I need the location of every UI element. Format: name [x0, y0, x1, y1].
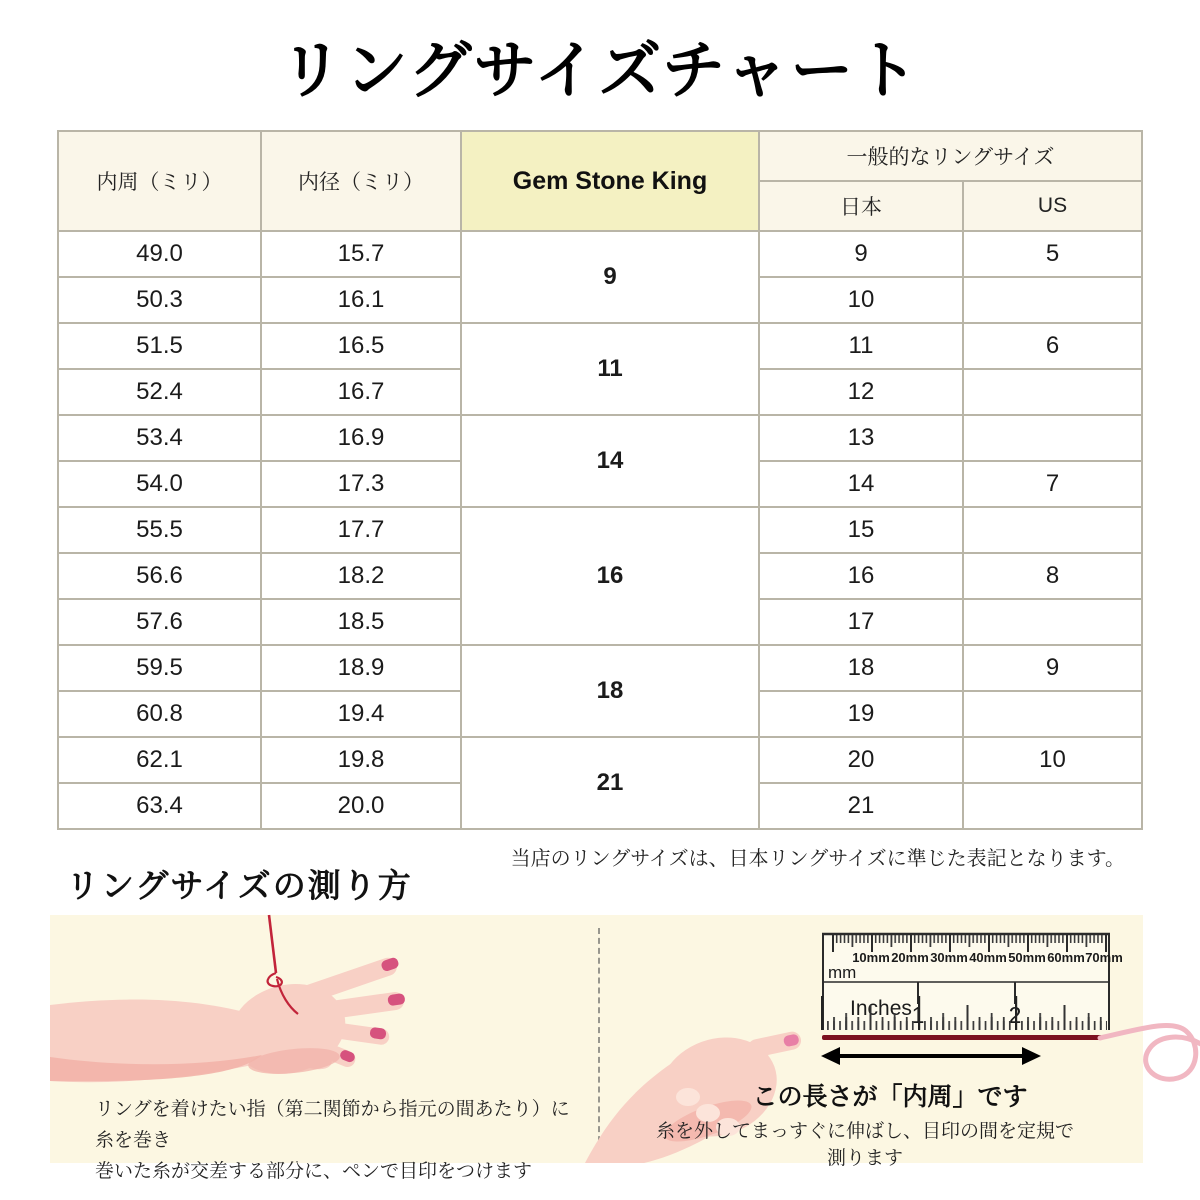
cell-us-size: 9	[963, 645, 1142, 691]
cell-inner-diameter: 15.7	[261, 231, 461, 277]
ruler-mm-unit-label: mm	[828, 963, 857, 982]
cell-inner-circumference: 49.0	[58, 231, 261, 277]
cell-us-size	[963, 369, 1142, 415]
measure-section-heading: リングサイズの測り方	[66, 867, 413, 904]
cell-inner-diameter: 18.5	[261, 599, 461, 645]
right-panel-caption: 糸を外してまっすぐに伸ばし、目印の間を定規で測ります	[655, 1121, 1074, 1169]
cell-us-size	[963, 691, 1142, 737]
cell-inner-diameter: 16.5	[261, 323, 461, 369]
cell-inner-diameter: 19.4	[261, 691, 461, 737]
string-loop	[1100, 1025, 1200, 1079]
cell-japan-size: 19	[759, 691, 963, 737]
left-caption-line1: リングを着けたい指（第二関節から指元の間あたり）に糸を巻き	[95, 1099, 570, 1151]
cell-inner-circumference: 59.5	[58, 645, 261, 691]
cell-inner-diameter: 17.3	[261, 461, 461, 507]
table-row	[58, 415, 1142, 461]
ruler-label-60mm: 60mm	[1047, 950, 1085, 965]
ruler-label-10mm: 10mm	[852, 950, 890, 965]
table-row	[58, 231, 1142, 277]
cell-us-size	[963, 507, 1142, 553]
cell-japan-size: 9	[759, 231, 963, 277]
cell-us-size	[963, 599, 1142, 645]
cell-inner-diameter: 18.9	[261, 645, 461, 691]
page-title: リングサイズチャート	[279, 36, 921, 106]
size-table-body	[58, 231, 1142, 829]
header-us: US	[963, 181, 1142, 231]
cell-inner-diameter: 17.7	[261, 507, 461, 553]
cell-inner-circumference: 63.4	[58, 783, 261, 829]
cell-inner-diameter: 16.1	[261, 277, 461, 323]
cell-inner-circumference: 56.6	[58, 553, 261, 599]
header-japan: 日本	[759, 181, 963, 231]
table-row	[58, 737, 1142, 783]
cell-japan-size: 13	[759, 415, 963, 461]
table-header	[58, 131, 1142, 231]
cell-inner-diameter: 16.9	[261, 415, 461, 461]
cell-japan-size: 15	[759, 507, 963, 553]
cell-japan-size: 16	[759, 553, 963, 599]
cell-us-size: 10	[963, 737, 1142, 783]
ruler	[821, 933, 1123, 1030]
cell-japan-size: 18	[759, 645, 963, 691]
cell-inner-diameter: 20.0	[261, 783, 461, 829]
cell-brand-size: 16	[461, 507, 759, 645]
cell-us-size	[963, 277, 1142, 323]
header-common-sizes: 一般的なリングサイズ	[759, 131, 1142, 181]
cell-inner-circumference: 51.5	[58, 323, 261, 369]
table-footnote: 当店のリングサイズは、日本リングサイズに準じた表記となります。	[510, 848, 1125, 870]
cell-us-size: 7	[963, 461, 1142, 507]
cell-inner-circumference: 53.4	[58, 415, 261, 461]
cell-brand-size: 14	[461, 415, 759, 507]
cell-brand-size: 18	[461, 645, 759, 737]
cell-inner-diameter: 19.8	[261, 737, 461, 783]
cell-japan-size: 11	[759, 323, 963, 369]
inner-circumference-label: この長さが「内周」です	[752, 1083, 1028, 1111]
header-inner-circumference: 内周（ミリ）	[58, 131, 261, 231]
cell-japan-size: 20	[759, 737, 963, 783]
cell-inner-circumference: 57.6	[58, 599, 261, 645]
left-caption-line2: 巻いた糸が交差する部分に、ペンで目印をつけます	[95, 1161, 533, 1182]
cell-japan-size: 12	[759, 369, 963, 415]
cell-inner-circumference: 50.3	[58, 277, 261, 323]
cell-brand-size: 9	[461, 231, 759, 323]
cell-inner-circumference: 62.1	[58, 737, 261, 783]
string-straight	[822, 1035, 1102, 1040]
table-row	[58, 323, 1142, 369]
ruler-label-20mm: 20mm	[891, 950, 929, 965]
cell-us-size: 5	[963, 231, 1142, 277]
cell-inner-circumference: 60.8	[58, 691, 261, 737]
ruler-label-30mm: 30mm	[930, 950, 968, 965]
header-brand: Gem Stone King	[461, 131, 759, 231]
cell-inner-circumference: 54.0	[58, 461, 261, 507]
ruler-label-70mm: 70mm	[1085, 950, 1123, 965]
left-panel-caption	[95, 1094, 575, 1187]
cell-inner-circumference: 55.5	[58, 507, 261, 553]
cell-inner-diameter: 18.2	[261, 553, 461, 599]
cell-us-size	[963, 783, 1142, 829]
cell-us-size: 8	[963, 553, 1142, 599]
measurement-arrow	[821, 1047, 1041, 1065]
cell-us-size: 6	[963, 323, 1142, 369]
ruler-label-50mm: 50mm	[1008, 950, 1046, 965]
cell-inner-diameter: 16.7	[261, 369, 461, 415]
table-row	[58, 645, 1142, 691]
cell-inner-circumference: 52.4	[58, 369, 261, 415]
cell-japan-size: 21	[759, 783, 963, 829]
header-inner-diameter: 内径（ミリ）	[261, 131, 461, 231]
ring-size-table	[57, 130, 1143, 830]
cell-japan-size: 17	[759, 599, 963, 645]
cell-brand-size: 11	[461, 323, 759, 415]
cell-japan-size: 14	[759, 461, 963, 507]
table-row	[58, 507, 1142, 553]
ruler-label-40mm: 40mm	[969, 950, 1007, 965]
header-row-1	[58, 131, 1142, 181]
cell-brand-size: 21	[461, 737, 759, 829]
cell-japan-size: 10	[759, 277, 963, 323]
cell-us-size	[963, 415, 1142, 461]
